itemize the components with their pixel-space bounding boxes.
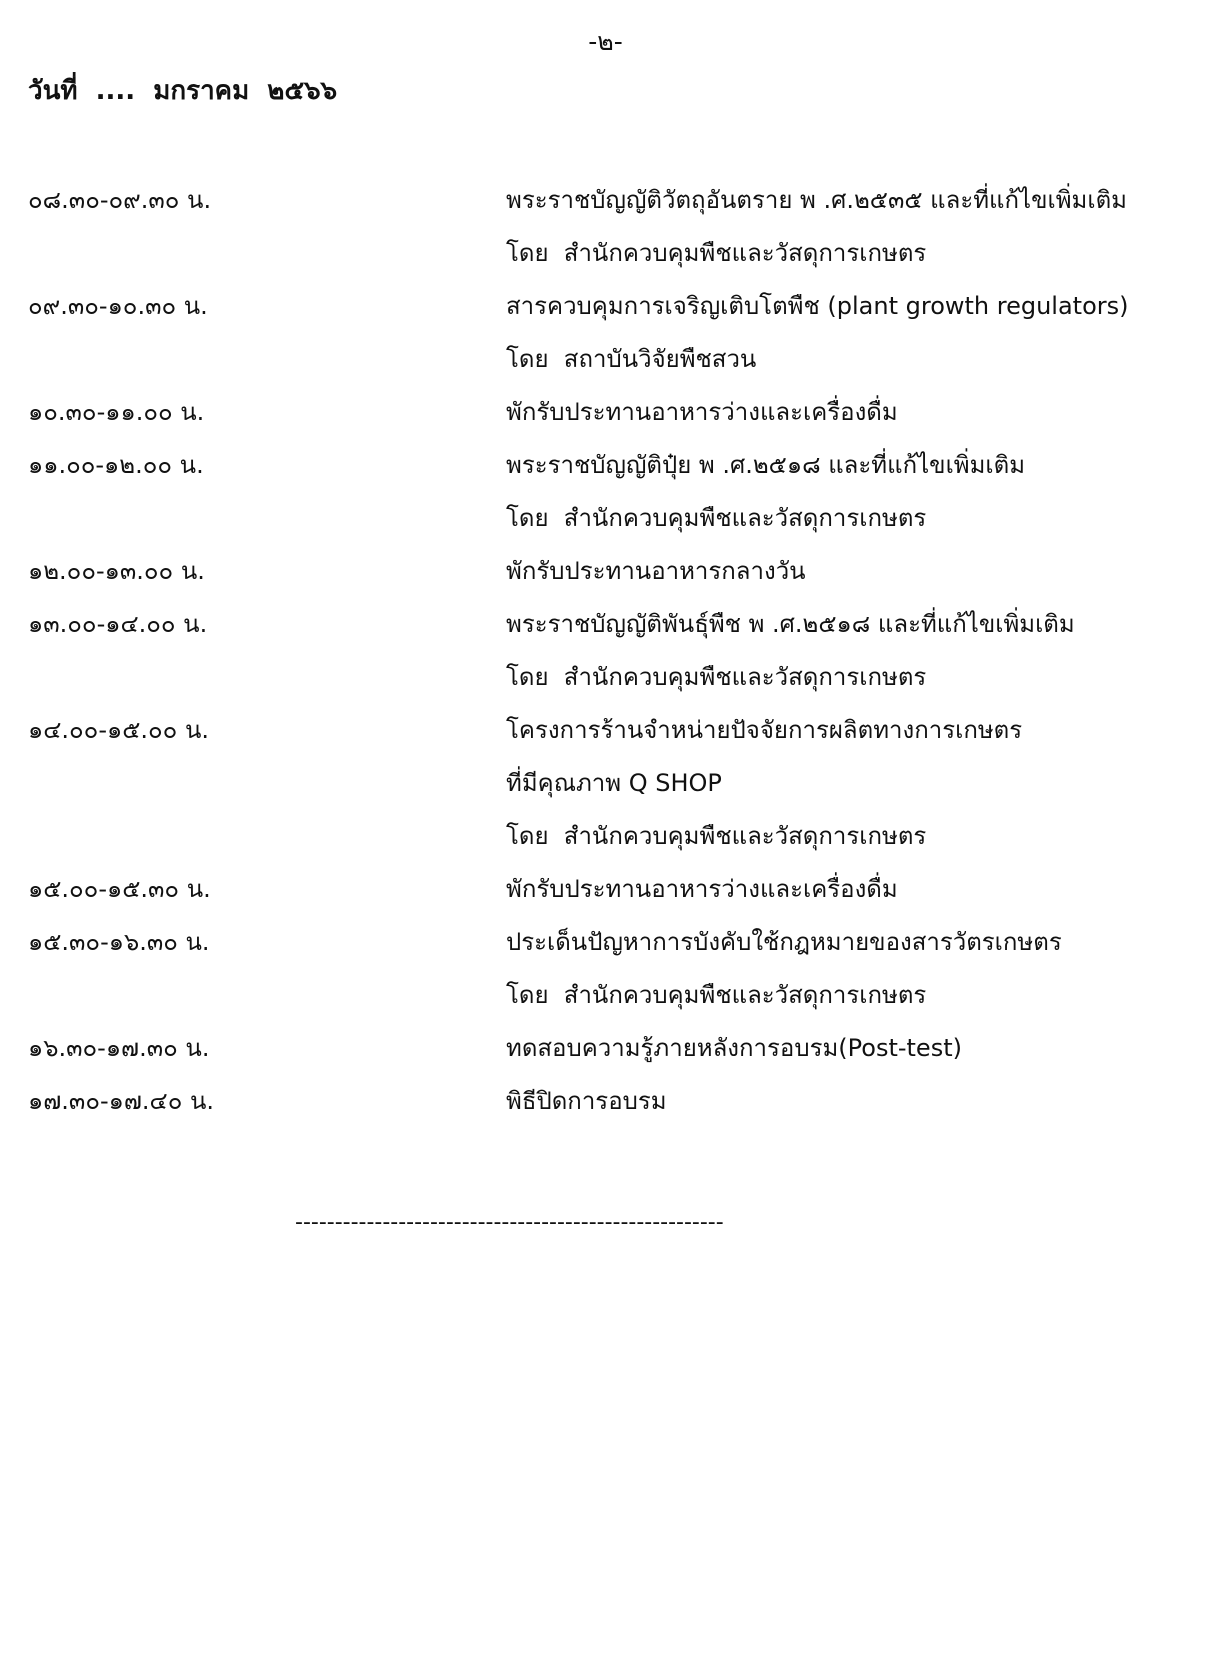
end-divider: ------------------------------------------------------ xyxy=(295,1210,724,1235)
schedule-topic-line: สารควบคุมการเจริญเติบโตพืช (plant growth regulators) xyxy=(506,292,1129,320)
schedule-presenter: โดย สำนักควบคุมพืชและวัสดุการเกษตร xyxy=(506,663,927,691)
schedule-topic xyxy=(506,1075,1188,1128)
schedule-time: ๑๐.๓๐-๑๑.๐๐ น. xyxy=(28,398,205,426)
schedule-topic xyxy=(506,916,1188,1022)
schedule-presenter: โดย สำนักควบคุมพืชและวัสดุการเกษตร xyxy=(506,504,927,532)
schedule-presenter: โดย สำนักควบคุมพืชและวัสดุการเกษตร xyxy=(506,822,927,850)
schedule-entry xyxy=(28,174,1188,280)
schedule-topic xyxy=(506,598,1188,704)
schedule-entry xyxy=(28,704,1188,863)
schedule-topic-line: พิธีปิดการอบรม xyxy=(506,1087,667,1115)
schedule-topic-line: ทดสอบความรู้ภายหลังการอบรม(Post-test) xyxy=(506,1034,962,1062)
schedule-topic-line: ที่มีคุณภาพ Q SHOP xyxy=(506,769,722,797)
schedule-topic xyxy=(506,1022,1188,1075)
schedule-entry xyxy=(28,1075,1188,1128)
schedule-topic xyxy=(506,280,1188,386)
schedule-topic-line: พระราชบัญญัติปุ๋ย พ .ศ.๒๕๑๘ และที่แก้ไขเพิ่มเติม xyxy=(506,451,1026,479)
schedule-time: ๑๑.๐๐-๑๒.๐๐ น. xyxy=(28,451,204,479)
page-number: -๒- xyxy=(588,27,623,56)
schedule-topic xyxy=(506,704,1188,863)
schedule-time: ๑๓.๐๐-๑๔.๐๐ น. xyxy=(28,610,208,638)
schedule-presenter: โดย สถาบันวิจัยพืชสวน xyxy=(506,345,757,373)
schedule-topic xyxy=(506,174,1188,280)
schedule-entry xyxy=(28,280,1188,386)
schedule-topic-line: พักรับประทานอาหารว่างและเครื่องดื่ม xyxy=(506,398,898,426)
schedule-time: ๑๖.๓๐-๑๗.๓๐ น. xyxy=(28,1034,210,1062)
schedule-entry xyxy=(28,439,1188,545)
schedule-list xyxy=(28,174,1188,1128)
date-heading: วันที่ .... มกราคม ๒๕๖๖ xyxy=(28,76,338,106)
schedule-topic-line: ประเด็นปัญหาการบังคับใช้กฎหมายของสารวัตรเกษตร xyxy=(506,928,1062,956)
schedule-topic-line: พักรับประทานอาหารว่างและเครื่องดื่ม xyxy=(506,875,898,903)
schedule-topic-line: พระราชบัญญัติพันธุ์พืช พ .ศ.๒๕๑๘ และที่แก้ไขเพิ่มเติม xyxy=(506,610,1075,638)
schedule-presenter: โดย สำนักควบคุมพืชและวัสดุการเกษตร xyxy=(506,981,927,1009)
schedule-entry xyxy=(28,916,1188,1022)
schedule-presenter: โดย สำนักควบคุมพืชและวัสดุการเกษตร xyxy=(506,239,927,267)
schedule-entry xyxy=(28,863,1188,916)
schedule-time: ๑๕.๐๐-๑๕.๓๐ น. xyxy=(28,875,211,903)
schedule-time: ๑๕.๓๐-๑๖.๓๐ น. xyxy=(28,928,210,956)
schedule-topic xyxy=(506,439,1188,545)
schedule-entry xyxy=(28,1022,1188,1075)
schedule-entry xyxy=(28,545,1188,598)
schedule-time: ๑๗.๓๐-๑๗.๔๐ น. xyxy=(28,1087,215,1115)
schedule-entry xyxy=(28,598,1188,704)
schedule-entry xyxy=(28,386,1188,439)
schedule-time: ๐๘.๓๐-๐๙.๓๐ น. xyxy=(28,186,212,214)
schedule-topic xyxy=(506,545,1188,598)
schedule-topic-line: พระราชบัญญัติวัตถุอันตราย พ .ศ.๒๕๓๕ และที่แก้ไขเพิ่มเติม xyxy=(506,186,1127,214)
schedule-time: ๑๒.๐๐-๑๓.๐๐ น. xyxy=(28,557,205,585)
schedule-topic-line: โครงการร้านจำหน่ายปัจจัยการผลิตทางการเกษตร xyxy=(506,716,1023,744)
schedule-topic xyxy=(506,386,1188,439)
schedule-topic-line: พักรับประทานอาหารกลางวัน xyxy=(506,557,806,585)
schedule-time: ๐๙.๓๐-๑๐.๓๐ น. xyxy=(28,292,208,320)
schedule-topic xyxy=(506,863,1188,916)
schedule-time: ๑๔.๐๐-๑๕.๐๐ น. xyxy=(28,716,209,744)
